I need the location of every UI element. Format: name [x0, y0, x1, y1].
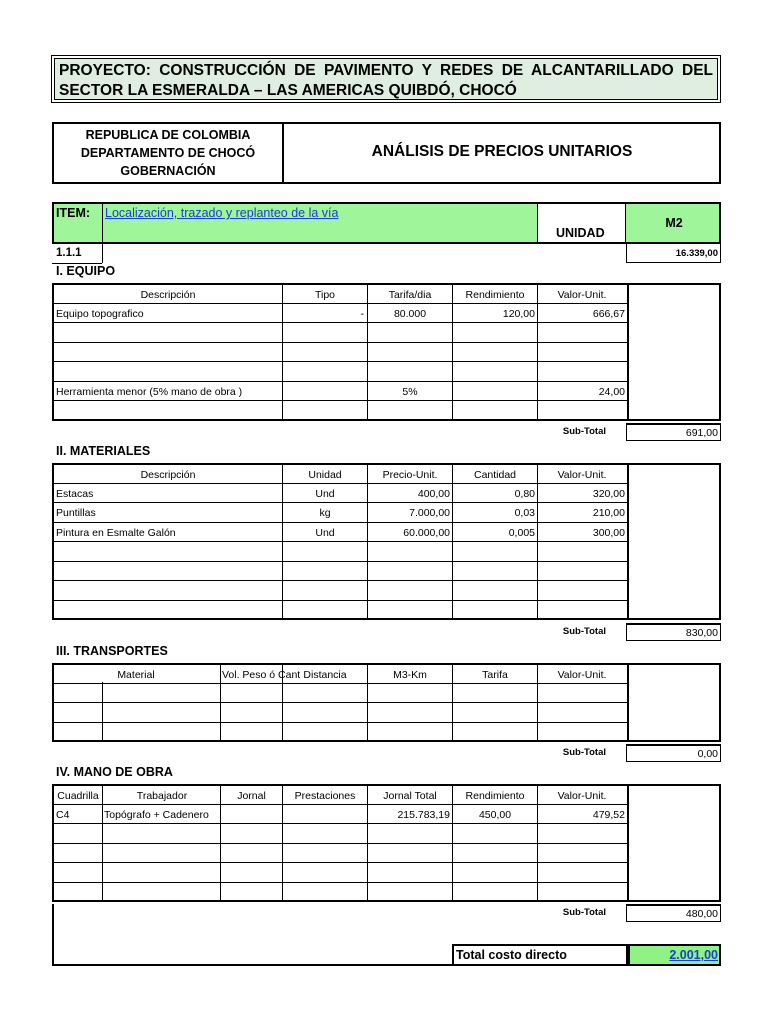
- equipo-cell: 5%: [402, 385, 418, 398]
- mano-obra-title: IV. MANO DE OBRA: [56, 765, 173, 779]
- materiales-cell: 0,80: [514, 487, 535, 500]
- doc-title: ANÁLISIS DE PRECIOS UNITARIOS: [371, 143, 633, 160]
- materiales-row-line: [52, 502, 627, 503]
- transportes-col-line: [220, 663, 221, 741]
- materiales-row-line: [52, 483, 627, 484]
- mano_obra-row-line: [52, 882, 627, 883]
- mano_obra-row-line: [52, 804, 627, 805]
- mano_obra-row-line: [52, 823, 627, 824]
- item-divider: [102, 202, 103, 263]
- equipo-row-line: [52, 361, 627, 362]
- item-code: 1.1.1: [56, 247, 82, 259]
- item-unit: M2: [665, 216, 683, 230]
- mano_obra-cell: C4: [56, 808, 70, 821]
- equipo-cell: Herramienta menor (5% mano de obra ): [56, 385, 243, 398]
- equipo-cell: 666,67: [592, 307, 625, 320]
- mano_obra-header-cell: Jornal Total: [383, 790, 437, 802]
- equipo-col-line: [282, 283, 283, 420]
- equipo-col-line: [627, 283, 629, 420]
- materiales-cell: 210,00: [592, 507, 625, 519]
- mano_obra-cell: 215.783,19: [397, 808, 450, 821]
- equipo-row-line: [52, 381, 627, 382]
- equipo-subtotal-label: Sub-Total: [562, 426, 606, 437]
- item-label: ITEM:: [56, 206, 91, 220]
- materiales-cell: kg: [319, 507, 331, 519]
- mano_obra-header-cell: Valor-Unit.: [557, 790, 607, 802]
- equipo-col-line: [452, 283, 453, 420]
- equipo-subtotal-value: 691,00: [685, 427, 718, 439]
- total-label: Total costo directo: [456, 948, 567, 962]
- item-unit-label: UNIDAD: [556, 226, 605, 240]
- materiales-cell: Und: [315, 526, 335, 539]
- equipo-row-line: [52, 303, 627, 304]
- mano_obra-col-line: [102, 784, 103, 901]
- equipo-header-cell: Valor-Unit.: [557, 289, 607, 301]
- materiales-header-cell: Valor-Unit.: [557, 469, 607, 481]
- materiales-col-line: [282, 463, 283, 619]
- materiales-header-cell: Unidad: [308, 469, 342, 481]
- transportes-row-line: [52, 683, 627, 684]
- equipo-row-line: [52, 342, 627, 343]
- mano_obra-row-line: [52, 843, 627, 844]
- mano-obra-frame-bottom: [52, 964, 454, 966]
- equipo-cell: 120,00: [502, 307, 535, 320]
- mano_obra-header-cell: Cuadrilla: [57, 790, 99, 802]
- mano_obra-header-cell: Jornal: [237, 790, 266, 802]
- mano_obra-header-cell: Trabajador: [136, 790, 188, 802]
- mano_obra-header-cell: Rendimiento: [465, 790, 525, 802]
- mano_obra-subtotal-label: Sub-Total: [562, 907, 606, 918]
- equipo-col-line: [537, 283, 538, 420]
- project-title: PROYECTO: CONSTRUCCIÓN DE PAVIMENTO Y REDES DE ALCANTARILLADO DEL SECTOR LA ESMERALDA – LAS AMERICAS QUIBDÓ, CHOCÓ: [59, 62, 713, 99]
- mano_obra-row-line: [52, 862, 627, 863]
- mano_obra-cell: Topógrafo + Cadenero: [104, 808, 209, 821]
- materiales-row-line: [52, 541, 627, 542]
- materiales-col-line: [452, 463, 453, 619]
- mano_obra-col-line: [627, 784, 629, 901]
- project-title-inner: [54, 58, 718, 100]
- materiales-cell: 300,00: [592, 526, 625, 539]
- mano_obra-header-cell: Prestaciones: [294, 790, 356, 802]
- materiales-header-cell: Descripción: [140, 469, 196, 481]
- materiales-header-cell: Precio-Unit.: [382, 469, 438, 481]
- equipo-header-cell: Tarifa/dia: [388, 289, 432, 301]
- materiales-cell: Pintura en Esmalte Galón: [56, 526, 176, 539]
- equipo-col-line: [367, 283, 368, 420]
- equipo-header-cell: Descripción: [140, 289, 196, 301]
- equipo-cell: 80.000: [393, 307, 427, 320]
- entity-line-1: REPUBLICA DE COLOMBIA: [85, 128, 251, 142]
- transportes-row-line: [52, 722, 627, 723]
- equipo-title: I. EQUIPO: [56, 264, 116, 278]
- equipo-row-line: [52, 400, 627, 401]
- materiales-header-cell: Cantidad: [473, 469, 517, 481]
- materiales-cell: 0,03: [514, 507, 535, 519]
- equipo-header-cell: Tipo: [314, 289, 336, 301]
- mano_obra-subtotal-value: 480,00: [685, 908, 718, 920]
- transportes-row-line: [52, 702, 627, 703]
- equipo-cell: -: [360, 307, 364, 320]
- materiales-row-line: [52, 561, 627, 562]
- materiales-cell: Und: [315, 487, 335, 500]
- equipo-header-cell: Rendimiento: [465, 289, 525, 301]
- equipo-cell: 24,00: [598, 385, 625, 398]
- item-quantity: 16.339,00: [675, 248, 718, 259]
- mano_obra-cell: 450,00: [478, 808, 512, 821]
- transportes-header-cell: Vol. Peso ó Cant: [222, 669, 301, 681]
- transportes-col-line: [627, 663, 629, 741]
- entity-line-2: DEPARTAMENTO DE CHOCÓ: [80, 146, 256, 160]
- transportes-title: III. TRANSPORTES: [56, 644, 168, 658]
- materiales-cell: Puntillas: [56, 507, 96, 519]
- materiales-row-line: [52, 600, 627, 601]
- entity-block: [54, 126, 282, 180]
- materiales-subtotal-label: Sub-Total: [562, 626, 606, 637]
- item-description[interactable]: Localización, trazado y replanteo de la vía: [105, 206, 339, 220]
- materiales-row-line: [52, 580, 627, 581]
- transportes-col-line: [102, 682, 103, 741]
- transportes-header-cell: Tarifa: [482, 669, 508, 681]
- equipo-row-line: [52, 322, 627, 323]
- transportes-subtotal-label: Sub-Total: [562, 747, 606, 758]
- materiales-title: II. MATERIALES: [56, 444, 151, 458]
- materiales-col-line: [537, 463, 538, 619]
- materiales-cell: 0,005: [508, 526, 535, 539]
- transportes-header-cell: Valor-Unit.: [557, 669, 607, 681]
- transportes-header-cell: Material: [117, 669, 155, 681]
- materiales-col-line: [627, 463, 629, 619]
- transportes-subtotal-value: 0,00: [697, 748, 718, 760]
- materiales-cell: 7.000,00: [409, 507, 450, 519]
- equipo-cell: Equipo topografico: [56, 307, 144, 320]
- mano-obra-frame-ext: [52, 904, 54, 966]
- total-value[interactable]: 2.001,00: [669, 948, 718, 962]
- materiales-cell: 60.000,00: [403, 526, 450, 539]
- entity-line-3: GOBERNACIÓN: [120, 164, 216, 178]
- transportes-header-cell: M3-Km: [393, 669, 427, 681]
- materiales-cell: 320,00: [592, 487, 625, 500]
- transportes-header-cell: Distancia: [303, 669, 347, 681]
- materiales-col-line: [367, 463, 368, 619]
- mano_obra-cell: 479,52: [592, 808, 625, 821]
- materiales-row-line: [52, 522, 627, 523]
- materiales-subtotal-value: 830,00: [685, 627, 718, 639]
- materiales-cell: 400,00: [417, 487, 450, 500]
- materiales-cell: Estacas: [56, 487, 94, 500]
